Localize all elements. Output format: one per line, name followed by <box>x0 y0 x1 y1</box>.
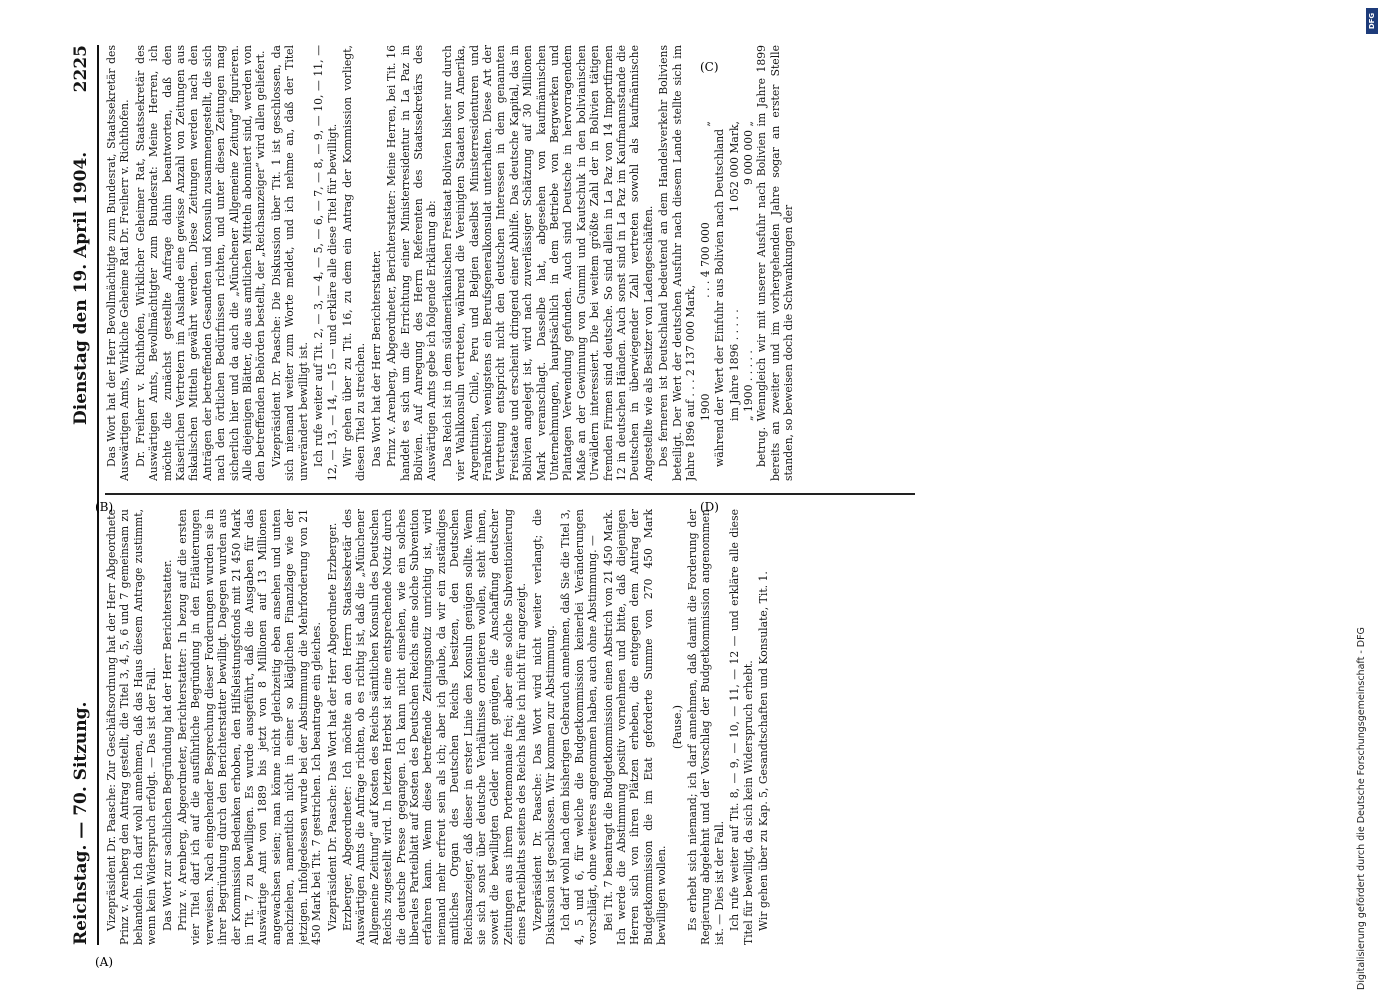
paragraph: Erzberger, Abgeordneter: Ich möchte an den Herrn Staatssekretär des Auswärtigen Amts die Anfrage richten, ob es richtig ist, daß die „Münchener Allgemeine Zeitung“ auf Kosten des Reichs sämtlichen Konsuln des Deutschen Reichs zugestellt wird. In letzten Herbst ist eine entsprechende Notiz durch die deutsche Presse gegangen. Ich kann nicht einsehen, wie ein solches liberales Parteiblatt auf Kosten des Deutschen Reichs eine solche Subvention erfahren kann. Wenn diese betreffende Zeitungsnotiz unrichtig ist, wird niemand mehr erfreut sein als ich; aber ich glaube, da wir ein zuständiges amtliches Organ des Deutschen Reichs besitzen, den Deutschen Reichsanzeiger, daß dieser in erster Linie den Konsuln genügen sollte. Wenn sie sich sonst über deutsche Verhältnisse orientieren wollen, steht ihnen, soweit die bewilligten Gelder nicht genügen, die Anschaffung deutscher Zeitungen aus ihrem Portemonnaie frei; aber eine solche Subventionierung eines Parteiblatts seitens des Reichs halte ich nicht für angezeigt. <box>340 509 529 945</box>
paragraph: betrug. Wenngleich wir mit unserer Ausfuhr nach Bolivien im Jahre 1899 bereits an zweiter und im vorhergehenden Jahre sogar an erster Stelle standen, so beweisen doch die Schwankungen der <box>755 45 795 481</box>
table-label: im Jahre 1896 . . . . . <box>728 309 742 421</box>
paragraph: Vizepräsident Dr. Paasche: Das Wort hat der Herr Abgeordnete Erzberger. <box>325 522 339 931</box>
paragraph: Dr. Freiherr v. Richthofen, Wirklicher Geheimer Rat, Staatssekretär des Auswärtigen Amts, Bevollmächtigter zum Bundesrat: Meine Herren, ich möchte die zunächst gestellte Anfrage dahin beantworten, daß den Kaiserlichen Vertretern im Auslande eine gewisse Anzahl von Zeitungen aus fiskalischen Mitteln gewährt werden. Diese Zeitungen werden nach den Anträgen der betreffenden Gesandten und Konsuln zusammengestellt, die sich nach den örtlichen Bedürfnissen richten, und unter diesen Zeitungen mag sicherlich hier und da auch die „Münchener Allgemeine Zeitung“ figurieren. Alle diejenigen Blätter, die aus amtlichen Mitteln abonniert sind, werden von den betreffenden Behörden bestellt, der „Reichsanzeiger“ wird allen geliefert. <box>133 45 268 481</box>
margin-mark-d: (D) <box>700 500 719 514</box>
right-column <box>105 45 865 481</box>
table-row <box>728 121 741 421</box>
table-value: 9 000 000 „ <box>741 121 755 185</box>
table-value: . . . 4 700 000 <box>699 222 713 298</box>
table-unit: „ <box>699 121 713 127</box>
table-year: 1900 <box>699 393 713 421</box>
pause-note: (Pause.) <box>670 705 684 749</box>
paragraph: Prinz v. Arenberg, Abgeordneter, Berichterstatter: Meine Herren, bei Tit. 16 handelt es sich um die Errichtung einer Ministerresidentur in La Paz in Bolivien. Auf Anregung des Herrn Referenten des Staatssekretärs des Auswärtigen Amts gebe ich folgende Erklärung ab: <box>385 45 439 481</box>
table-value: 1 052 000 Mark, <box>728 121 742 213</box>
table-row <box>699 121 712 421</box>
page-header <box>65 45 99 945</box>
paragraph: Ich rufe weiter auf Tit. 8, — 9, — 10, — 11, — 12 — und erkläre alle diese Titel für bewilligt, da sich kein Widerspruch erhebt. <box>728 509 755 945</box>
page-number: 2225 <box>71 45 91 93</box>
paragraph: Ich rufe weiter auf Tit. 2, — 3, — 4, — 5, — 6, — 7, — 8, — 9, — 10, — 11, — 12, — 13, — 14, — 15 — und erkläre alle diese Titel für bewilligt. <box>312 45 339 481</box>
paragraph: Das Wort hat der Herr Bevollmächtigte zum Bundesrat, Staatssekretär des Auswärtigen Amts, Wirkliche Geheime Rat Dr. Freiherr v. Richthofen. <box>105 45 132 481</box>
paragraph: Des ferneren ist Deutschland bedeutend an dem Handelsverkehr Boliviens beteiligt. Der Wert der deutschen Ausfuhr nach diesem Lande stellte sich im Jahre 1896 auf . . . 2 137 000 Mark, <box>657 45 698 481</box>
paragraph: Das Wort hat der Herr Berichterstatter. <box>369 249 383 467</box>
column-divider <box>105 493 915 495</box>
paragraph: Es erhebt sich niemand; ich darf annehmen, daß damit die Forderung der Regierung abgelehnt und der Vorschlag der Budgetkommission angenommen ist. — Dies ist der Fall. <box>686 509 726 945</box>
paragraph: Bei Tit. 7 beantragt die Budgetkommission einen Abstrich von 21 450 Mark. Ich werde die Abstimmung positiv vornehmen und bitte, daß diejenigen Herren sich von ihren Plätzen erheben, die entgegen dem Antrag der Budgetkommission die im Etat geforderte Summe von 270 450 Mark bewilligen wollen. <box>601 509 669 945</box>
paragraph: Das Reich ist in dem südamerikanischen Freistaat Bolivien bisher nur durch vier Wahlkonsuln vertreten, während die Vereinigten Staaten von Amerika, Argentinien, Chile, Peru und Belgien daselbst Ministerresidenturen und Frankreich wenigstens ein Berufsgeneralkonsulat unterhalten. Diese Art der Vertretung entspricht nicht den deutschen Interessen in dem genannten Freistaate und erscheint dringend einer Abhilfe. Das deutsche Kapital, das in Bolivien angelegt ist, wird nach zuverlässiger Schätzung auf 30 Millionen Mark veranschlagt. Dasselbe hat, abgesehen von kaufmännischen Unternehmungen, hauptsächlich in dem Betriebe von Bergwerken und Plantagen Verwendung gefunden. Auch sind Deutsche in hervorragendem Maße an der Gewinnung von Gummi und Kautschuk in den bolivianischen Urwäldern interessiert. Die bei weitem größte Zahl der in Bolivien tätigen fremden Firmen sind deutsche. So sind allein in La Paz von 14 Importfirmen 12 in deutschen Händen. Auch sonst sind in La Paz im Kaufmannsstande die Deutschen in überwiegender Zahl vertreten sowohl als kaufmännische Angestellte wie als Besitzer von Ladengeschäften. <box>440 45 655 481</box>
header-date: Dienstag den 19. April 1904. <box>71 151 91 425</box>
table-row <box>742 121 755 421</box>
paragraph: Ich darf wohl nach dem bisherigen Gebrauch annehmen, daß Sie die Titel 3, 4, 5 und 6, für welche die Budgetkommission keinerlei Veränderungen vorschlägt, ohne weiteres angenommen haben, auch ohne Abstimmung. — <box>559 509 600 945</box>
digitization-note: Digitalisierung gefördert durch die Deutsche Forschungsgemeinschaft - DFG <box>1356 627 1367 990</box>
margin-mark-a: (A) <box>95 955 114 969</box>
paragraph: Vizepräsident Dr. Paasche: Die Diskussion über Tit. 1 ist geschlossen, da sich niemand weiter zum Worte meldet, und ich nehme an, daß der Titel unverändert bewilligt ist. <box>269 45 310 481</box>
header-session: Reichstag. — 70. Sitzung. <box>71 701 91 945</box>
paragraph: Prinz v. Arenberg, Abgeordneter, Berichterstatter: In bezug auf die ersten vier Titel darf ich auf die ausführliche Begründung in den Erläuterungen verweisen. Nach eingehender Besprechung dieser Forderungen wurden sie in ihrer Begründung durch den Berichterstatter bewilligt. Dagegen wurden aus der Kommission Bedenken erhoben, den Hilfsleistungsfonds mit 21 450 Mark in Tit. 7 zu bewilligen. Es wurde ausgeführt, daß die Ausgaben für das Auswärtige Amt von 1889 bis jetzt von 8 Millionen auf 13 Millionen angewachsen seien; man könne nicht gleichzeitig eben ansehen und unten nachziehen, namentlich nicht in einer so kläglichen Finanzlage wie der jetzigen. Infolgedessen wurde bei der Abstimmung die Mehrforderung von 21 450 Mark bei Tit. 7 gestrichen. Ich beantrage ein gleiches. <box>176 509 324 945</box>
paragraph: Vizepräsident Dr. Paasche: Zur Geschäftsordnung hat der Herr Abgeordnete Prinz v. Arenberg den Antrag gestellt, die Titel 3, 4, 5, 6 und 7 gemeinsam zu behandeln. Ich darf wohl annehmen, daß das Haus diesem Antrage zustimmt, wenn kein Widerspruch erfolgt. — Das ist der Fall. <box>105 509 159 945</box>
paragraph: Vizepräsident Dr. Paasche: Das Wort wird nicht weiter verlangt; die Diskussion ist geschlossen. Wir kommen zur Abstimmung. <box>530 509 557 945</box>
margin-mark-c: (C) <box>700 60 719 74</box>
paragraph: während der Wert der Einfuhr aus Bolivien nach Deutschland <box>712 128 726 467</box>
paragraph: Wir gehen über zu Kap. 5, Gesandtschaften und Konsulate, Tit. 1. <box>757 571 771 931</box>
dfg-logo-text: DFG <box>1368 12 1376 30</box>
left-column <box>105 509 865 945</box>
dfg-logo-icon <box>1366 8 1378 34</box>
table-label: „ 1900 . . . . . <box>741 350 755 421</box>
rotated-document <box>65 45 1355 945</box>
paragraph: Wir gehen über zu Tit. 16, zu dem ein Antrag der Kommission vorliegt, diesen Titel zu streichen. <box>340 45 368 481</box>
paragraph: Das Wort zur sachlichen Begründung hat der Herr Berichterstatter. <box>160 559 174 931</box>
margin-mark-b: (B) <box>95 500 114 514</box>
